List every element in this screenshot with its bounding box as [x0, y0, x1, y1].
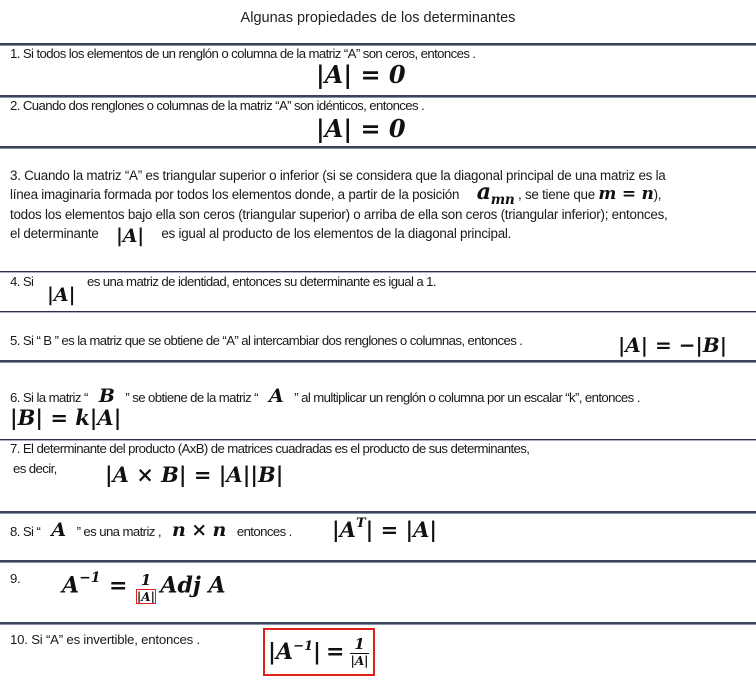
property-4-text: es una matriz de identidad, entonces su determinante es igual a 1.: [87, 274, 436, 289]
property-1-text: 1. Si todos los elementos de un renglón o columna de la matriz “A” son ceros, entonces .: [10, 46, 476, 61]
property-7-formula: |A × B| = |A||B|: [105, 462, 284, 487]
n-by-n-formula: n × n: [171, 519, 226, 541]
property-4-formula: |A|: [47, 284, 76, 306]
property-3-line-3: todos los elementos bajo ella son ceros (triangular superior) o arriba de ella son ceros (triangular inferior); entonces,: [10, 206, 668, 222]
property-5-formula: |A| = −|B|: [618, 333, 727, 357]
m-equals-n-formula: m = n: [598, 184, 654, 204]
property-3: [10, 166, 752, 247]
divider: [0, 511, 756, 514]
document-title: Algunas propiedades de los determinantes: [240, 10, 516, 26]
property-6-formula: |B| = k|A|: [10, 405, 122, 430]
fraction: $\frac{1}{|A|}$: [136, 571, 155, 605]
divider: [0, 360, 756, 363]
property-3-line-4: el determinante |A| es igual al producto de los elementos de la diagonal principal.: [10, 224, 512, 247]
property-4-prefix: 4. Si: [10, 274, 34, 289]
divider: [0, 311, 756, 313]
property-1-formula: |A| = 0: [316, 60, 406, 89]
property-2-formula: |A| = 0: [316, 114, 406, 143]
property-9-formula: $A^{-1}$ = $\frac{1}{|A|}$ Adj A: [62, 570, 226, 605]
matrix-b-symbol: B: [98, 385, 115, 407]
property-7-line-2: es decir,: [13, 461, 57, 476]
property-8-formula: $|A^T| = |A|$: [332, 516, 438, 542]
matrix-a-symbol: A: [269, 385, 284, 407]
property-5-text: 5. Si “ B ” es la matriz que se obtiene de “A” al intercambiar dos renglones o columnas, entonces .: [10, 333, 523, 348]
property-3-line-1: 3. Cuando la matriz “A” es triangular superior o inferior (si se considera que la diagonal principal de una matriz es la: [10, 168, 666, 183]
highlighted-denominator: |A|: [136, 590, 155, 605]
property-6-text: 6. Si la matriz “ B ” se obtiene de la matriz “ A ” al multiplicar un renglón o columna por un escalar “k”, entonces .: [10, 385, 640, 407]
property-3-line-2: línea imaginaria formada por todos los elementos donde, a partir de la posición $a_{mn}$ , se tiene que m = n),: [10, 179, 662, 208]
property-10-text: 10. Si “A” es invertible, entonces .: [10, 632, 200, 647]
fraction: $\frac{1}{|A|}$: [350, 635, 369, 668]
property-10-formula: |A $^{-1}$ | = $\frac{1}{|A|}$: [263, 628, 375, 676]
property-9-label: 9.: [10, 571, 21, 586]
a-mn-symbol: $a_{mn}$: [476, 179, 515, 208]
divider: [0, 622, 756, 625]
divider: [0, 271, 756, 273]
property-2-text: 2. Cuando dos renglones o columnas de la matriz “A” son idénticos, entonces .: [10, 98, 425, 113]
determinant-a-formula: |A|: [116, 224, 144, 247]
divider: [0, 560, 756, 563]
matrix-a-symbol: A: [51, 519, 66, 541]
property-7-line-1: 7. El determinante del producto (AxB) de matrices cuadradas es el producto de sus determinantes,: [10, 441, 530, 456]
property-8-text: 8. Si “ A ” es una matriz , n × n entonces .: [10, 519, 292, 541]
divider: [0, 146, 756, 149]
